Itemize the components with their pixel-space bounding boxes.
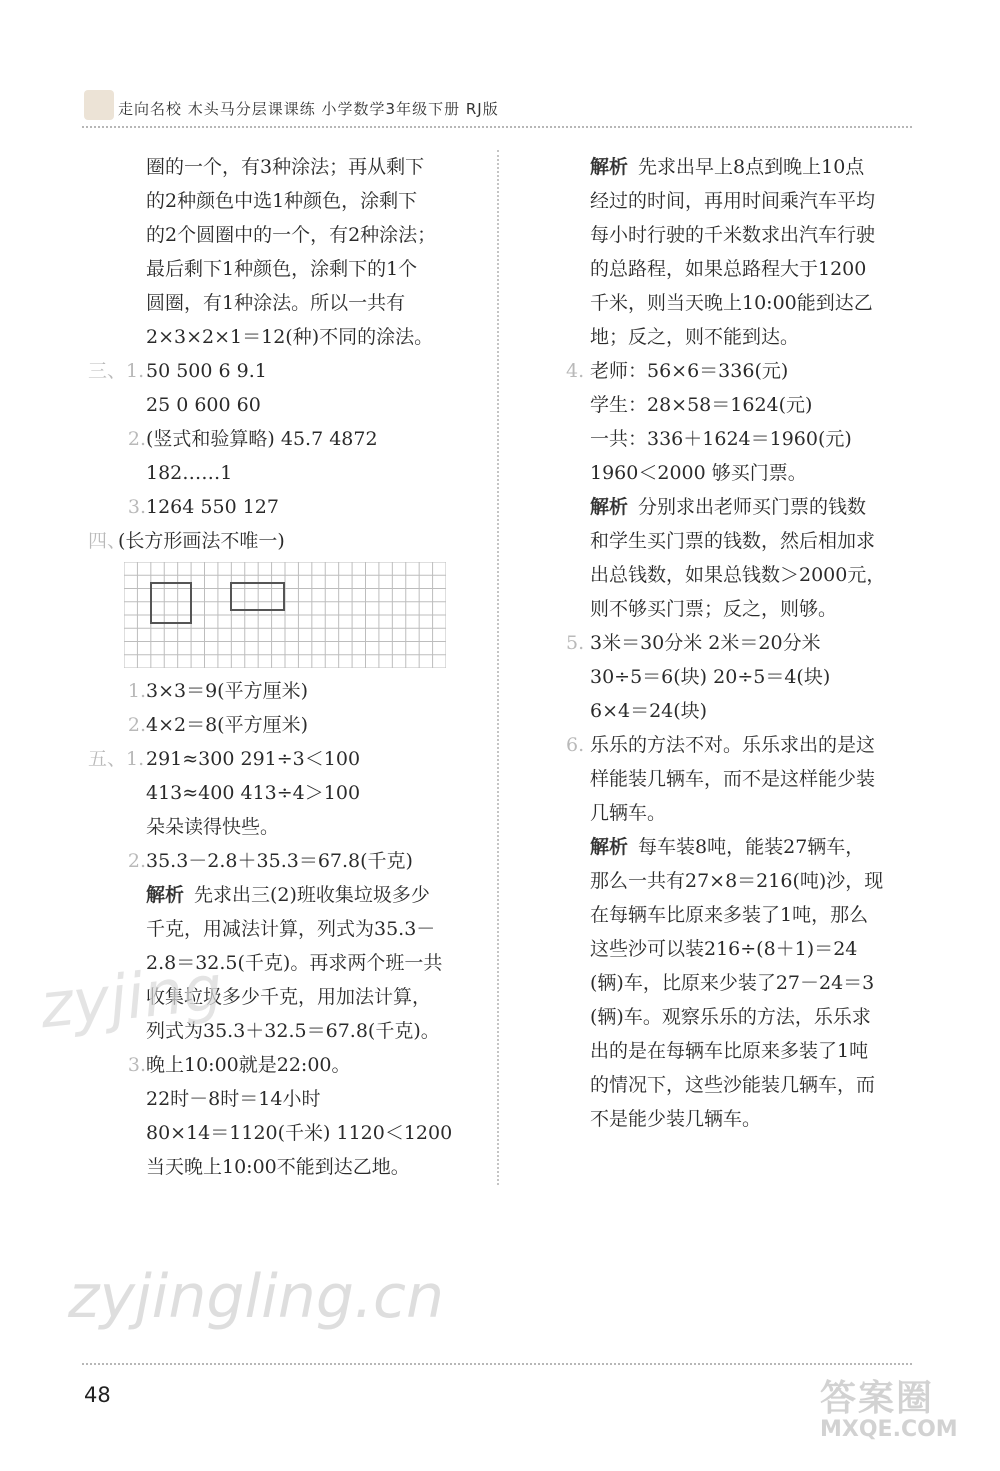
section-note: (长方形画法不唯一) (118, 530, 285, 552)
analysis-line: 解析 先求出早上8点到晚上10点 (590, 156, 865, 178)
question-number: 3. (127, 1054, 146, 1076)
text-line: 最后剩下1种颜色，涂剩下的1个 (146, 258, 418, 280)
answer-text: 35.3－2.8＋35.3＝67.8(千克) (146, 850, 413, 872)
answer-text: 乐乐的方法不对。乐乐求出的是这 (590, 734, 876, 756)
analysis-label: 解析 (146, 884, 185, 906)
text-line: 6×4＝24(块) (590, 700, 708, 722)
section-label: 三、1. (88, 360, 145, 382)
stamp-title: 答案圈 (820, 1378, 935, 1419)
answer-text: 291≈300 291÷3＜100 (146, 748, 361, 770)
text-line: 80×14＝1120(千米) 1120＜1200 (146, 1122, 453, 1144)
text-line: 经过的时间，再用时间乘汽车平均 (590, 190, 876, 212)
question-number: 2. (127, 714, 146, 736)
text-line: 地；反之，则不能到达。 (590, 326, 800, 348)
text-line: 不是能少装几辆车。 (590, 1108, 762, 1130)
answer-text: 晚上10:00就是22:00。 (146, 1054, 351, 1076)
text-line: 样能装几辆车，而不是这样能少装 (590, 768, 876, 790)
text-line: 出的是在每辆车比原来多装了1吨 (590, 1040, 869, 1062)
section-5-q2 (88, 844, 483, 878)
answer-text: 50 500 6 9.1 (146, 360, 267, 382)
section-4-q2 (88, 708, 483, 742)
page-header (82, 92, 912, 128)
question-number: 5. (566, 632, 585, 654)
text-line: 2.8＝32.5(千克)。再求两个班一共 (146, 952, 443, 974)
section-label: 四、 (88, 530, 127, 552)
text-line: 的2个圆圈中的一个，有2种涂法； (146, 224, 437, 246)
question-6 (566, 728, 916, 762)
text-line: 那么一共有27×8＝216(吨)沙，现 (590, 870, 884, 892)
section-3-q1 (88, 354, 483, 388)
question-4 (566, 354, 916, 388)
text-line: 和学生买门票的钱数，然后相加求 (590, 530, 876, 552)
text-line: 的总路程，如果总路程大于1200 (590, 258, 867, 280)
section-3-q3 (88, 490, 483, 524)
question-number: 3. (127, 496, 146, 518)
answer-text: 3米＝30分米 2米＝20分米 (590, 632, 821, 654)
rectangle-grid-figure (124, 562, 446, 668)
text-line: 的情况下，这些沙能装几辆车，而 (590, 1074, 876, 1096)
text-line: 2×3×2×1＝12(种)不同的涂法。 (146, 326, 434, 348)
analysis-line: 解析 每车装8吨，能装27辆车， (590, 836, 865, 858)
text-line: 30÷5＝6(块) 20÷5＝4(块) (590, 666, 831, 688)
answer-text: 4×2＝8(平方厘米) (146, 714, 309, 736)
question-number: 2. (127, 850, 146, 872)
text-line: 1960＜2000 够买门票。 (590, 462, 807, 484)
section-4-heading (88, 524, 483, 558)
question-number: 6. (566, 734, 585, 756)
answer-text: 3×3＝9(平方厘米) (146, 680, 309, 702)
section-3-q2 (88, 422, 483, 456)
text-line: 当天晚上10:00不能到达乙地。 (146, 1156, 410, 1178)
section-5-q3 (88, 1048, 483, 1082)
text-line: (辆)车。观察乐乐的方法，乐乐求 (590, 1006, 871, 1028)
text-line: 一共：336＋1624＝1960(元) (590, 428, 852, 450)
page-number: 48 (84, 1383, 111, 1407)
header-title: 走向名校 木头马分层课课练 小学数学3年级下册 RJ版 (118, 100, 499, 118)
text-line: 在每辆车比原来多装了1吨，那么 (590, 904, 869, 926)
watermark-mid: zyjing (36, 950, 226, 1043)
text-line: 每小时行驶的千米数求出汽车行驶 (590, 224, 876, 246)
footer-rule (82, 1363, 912, 1365)
analysis-label: 解析 (590, 156, 629, 178)
answer-text: (竖式和验算略) 45.7 4872 (146, 428, 378, 450)
analysis-line: 解析 分别求出老师买门票的钱数 (590, 496, 867, 518)
question-number: 2. (127, 428, 146, 450)
answer-text: 25 0 600 60 (146, 394, 261, 416)
text-line: 这些沙可以装216÷(8＋1)＝24 (590, 938, 858, 960)
analysis-label: 解析 (590, 836, 629, 858)
answer-text: 老师：56×6＝336(元) (590, 360, 789, 382)
text-line: 圆圈，有1种涂法。所以一共有 (146, 292, 406, 314)
answer-text: 1264 550 127 (146, 496, 279, 518)
text-line: 千米，则当天晚上10:00能到达乙 (590, 292, 873, 314)
text-line: 圈的一个，有3种涂法；再从剩下 (146, 156, 425, 178)
right-column (566, 150, 916, 1136)
text-line: 学生：28×58＝1624(元) (590, 394, 813, 416)
section-5-q1 (88, 742, 483, 776)
text-line: 则不够买门票；反之，则够。 (590, 598, 838, 620)
watermark-bottom: zyjingling.cn (68, 1262, 444, 1332)
question-number: 4. (566, 360, 585, 382)
answer-text: 182……1 (146, 462, 233, 484)
stamp-url: MXQE.COM (820, 1417, 958, 1442)
text-line: 22时－8时＝14小时 (146, 1088, 321, 1110)
question-5 (566, 626, 916, 660)
section-4-q1 (88, 674, 483, 708)
section-label: 五、1. (88, 748, 145, 770)
site-logo-stamp (820, 1370, 990, 1460)
text-line: 的2种颜色中选1种颜色，涂剩下 (146, 190, 418, 212)
text-line: (辆)车，比原来少装了27－24＝3 (590, 972, 875, 994)
column-divider (497, 150, 499, 1185)
series-logo-icon (84, 90, 114, 120)
question-number: 1. (127, 680, 146, 702)
answer-text: 413≈400 413÷4＞100 (146, 782, 361, 804)
analysis-label: 解析 (590, 496, 629, 518)
rect-4x2 (231, 583, 284, 610)
text-line: 收集垃圾多少千克，用加法计算， (146, 986, 432, 1008)
text-line: 列式为35.3＋32.5＝67.8(千克)。 (146, 1020, 440, 1042)
text-line: 千克，用减法计算，列式为35.3－ (146, 918, 436, 940)
answer-text: 朵朵读得快些。 (146, 816, 280, 838)
text-line: 出总钱数，如果总钱数＞2000元， (590, 564, 886, 586)
left-column (88, 150, 483, 1184)
text-line: 几辆车。 (590, 802, 667, 824)
analysis-line: 解析 先求出三(2)班收集垃圾多少 (146, 884, 430, 906)
